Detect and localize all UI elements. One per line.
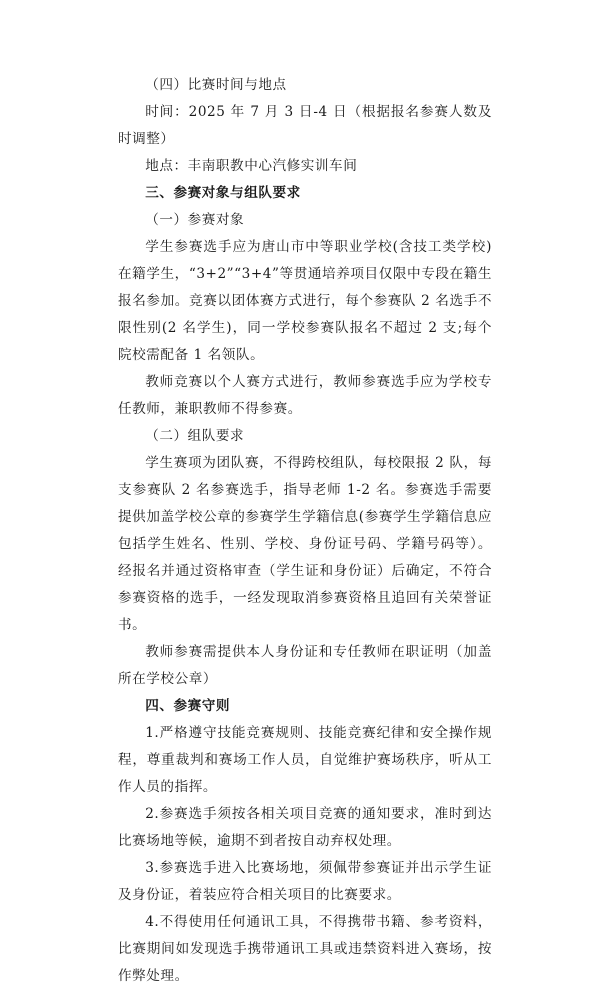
paragraph-time: 时间：2025 年 7 月 3 日-4 日（根据报名参赛人数及时调整） xyxy=(118,104,492,147)
paragraph-student-eligibility: 学生参赛选手应为唐山市中等职业学校(含技工类学校)在籍学生，“3+2”“3+4”等贯通培养项目仅限中专段在籍生报名参加。竞赛以团体赛方式进行，每个参赛队 2 名选手不限性别(2 名学生)，同一学校参赛队报名不超过 2 支;每个院校需配备 1 名领队。 xyxy=(118,239,492,363)
paragraph-team-requirements: 学生赛项为团队赛，不得跨校组队，每校限报 2 队，每支参赛队 2 名参赛选手，指导老师 1-2 名。参赛选手需要提供加盖学校公章的参赛学生学籍信息(参赛学生学籍信息应包括学生姓名、性别、学校、身份证号码、学籍号码等）。经报名并通过资格审查（学生证和身份证）后确定，不符合参赛资格的选手，一经发现取消参赛资格且追回有关荣誉证书。 xyxy=(118,455,492,633)
paragraph-teacher-eligibility: 教师竞赛以个人赛方式进行，教师参赛选手应为学校专任教师，兼职教师不得参赛。 xyxy=(118,374,492,417)
paragraph-place: 地点：丰南职教中心汽修实训车间 xyxy=(145,158,358,174)
paragraph-rule-3: 3.参赛选手进入比赛场地，须佩带参赛证并出示学生证及身份证，着装应符合相关项目的比赛要求。 xyxy=(118,860,492,903)
paragraph-teacher-documents: 教师参赛需提供本人身份证和专任教师在职证明（加盖所在学校公章） xyxy=(118,644,492,687)
subsection-heading-time-place: （四）比赛时间与地点 xyxy=(145,77,287,93)
paragraph-rule-1: 1.严格遵守技能竞赛规则、技能竞赛纪律和安全操作规程，尊重裁判和赛场工作人员，自觉维护赛场秩序，听从工作人员的指挥。 xyxy=(118,725,492,795)
subsection-heading-team-requirements: （二）组队要求 xyxy=(145,428,245,444)
paragraph-rule-4: 4.不得使用任何通讯工具，不得携带书籍、参考资料，比赛期间如发现选手携带通讯工具或违禁资料进入赛场，按作弊处理。 xyxy=(118,914,492,984)
section-heading-participants: 三、参赛对象与组队要求 xyxy=(145,185,301,201)
subsection-heading-participants: （一）参赛对象 xyxy=(145,212,245,228)
section-heading-rules: 四、参赛守则 xyxy=(145,698,231,714)
paragraph-rule-2: 2.参赛选手须按各相关项目竞赛的通知要求，准时到达比赛场地等候，逾期不到者按自动弃权处理。 xyxy=(118,806,492,849)
document-body xyxy=(118,72,492,990)
